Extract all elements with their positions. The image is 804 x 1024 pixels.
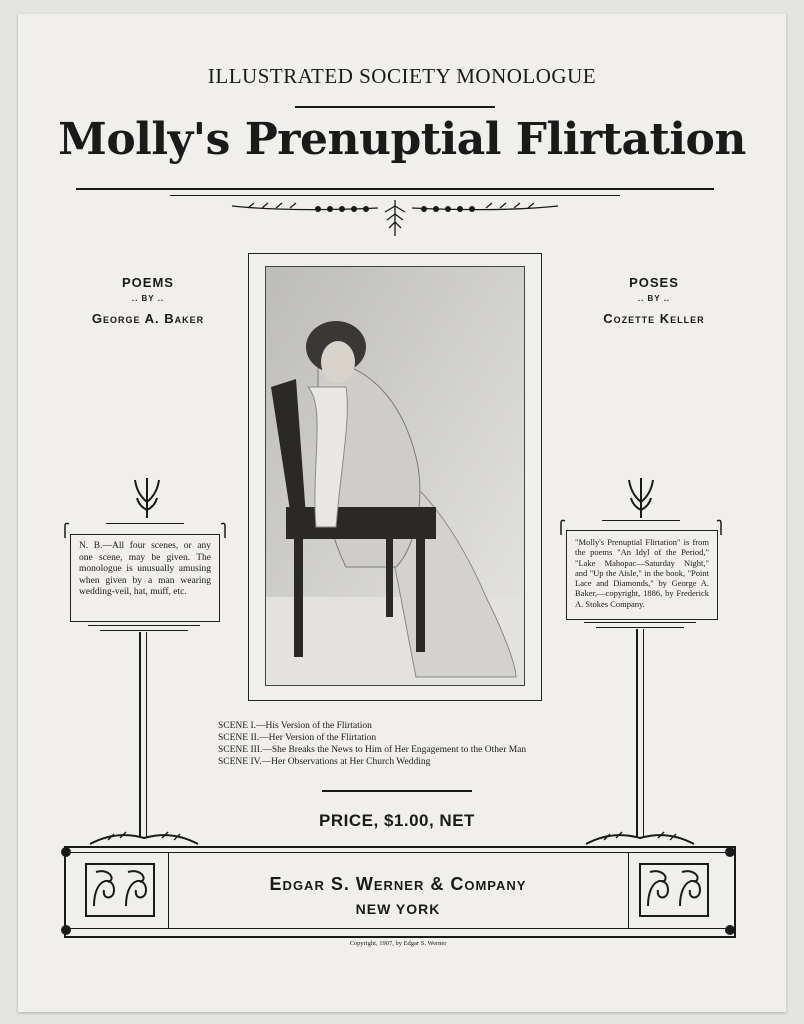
photo-frame [248, 253, 542, 701]
poses-label: POSES [629, 275, 679, 290]
left-note [70, 534, 220, 622]
left-note-text: N. B.—All four scenes, or any one scene, may be given. The monologue is unusually amusing when given by a man wearing wedding-veil, hat, muff, etc. [79, 541, 211, 597]
right-pillar [636, 629, 638, 837]
price-label: PRICE, $1.00, NET [319, 811, 475, 830]
pretitle: ILLUSTRATED SOCIETY MONOLOGUE [207, 64, 597, 88]
right-stand-rule-1 [584, 622, 696, 623]
right-note-text: "Molly's Prenuptial Flirtation" is from the poems "An Idyl of the Period," "Lake Mahopac—Saturday Night," and "Up the Aisle," in the book, "Point Lace and Diamonds," by George A. Baker,—copyright, 1886, by Frederick A. Stokes Company. [575, 537, 709, 609]
leaf-sprig-icon [625, 472, 657, 520]
right-note [566, 530, 718, 620]
poses-author: Cozette Keller [603, 311, 705, 326]
publisher-rule-inner-bottom [70, 928, 726, 929]
cover-page [18, 14, 786, 1012]
poems-label: POEMS [122, 275, 174, 290]
poses-credit [544, 275, 764, 326]
photo-woman-seated [265, 266, 525, 686]
leaf-sprig-icon [131, 472, 163, 520]
page-title: Molly's Prenuptial Flirtation [58, 114, 746, 165]
scene-item: SCENE IV.—Her Observations at Her Church Wedding [218, 757, 431, 767]
left-stand-rule-1 [88, 625, 200, 626]
ornament-flourish [228, 196, 562, 238]
price-rule [322, 790, 472, 792]
right-stand-rule-2 [596, 627, 684, 628]
title-rule-bottom [76, 188, 714, 190]
publisher-name: Edgar S. Werner & Company [269, 874, 527, 894]
scene-item: SCENE I.—His Version of the Flirtation [218, 721, 372, 731]
poems-by: .. BY .. [131, 294, 165, 303]
left-pillar-2 [146, 632, 147, 837]
poems-author: George A. Baker [91, 311, 205, 326]
poems-credit [38, 275, 258, 326]
right-pillar-2 [643, 629, 644, 837]
poses-by: .. BY .. [637, 294, 671, 303]
publisher-city: NEW YORK [355, 901, 441, 917]
copyright-notice: Copyright, 1907, by Edgar S. Werner [349, 940, 447, 947]
scene-list [218, 720, 526, 768]
left-pillar [139, 632, 141, 837]
title-rule-top [295, 106, 495, 108]
left-stand-rule-2 [100, 630, 188, 631]
scene-item: SCENE II.—Her Version of the Flirtation [218, 733, 377, 743]
scene-item: SCENE III.—She Breaks the News to Him of Her Engagement to the Other Man [218, 745, 527, 755]
